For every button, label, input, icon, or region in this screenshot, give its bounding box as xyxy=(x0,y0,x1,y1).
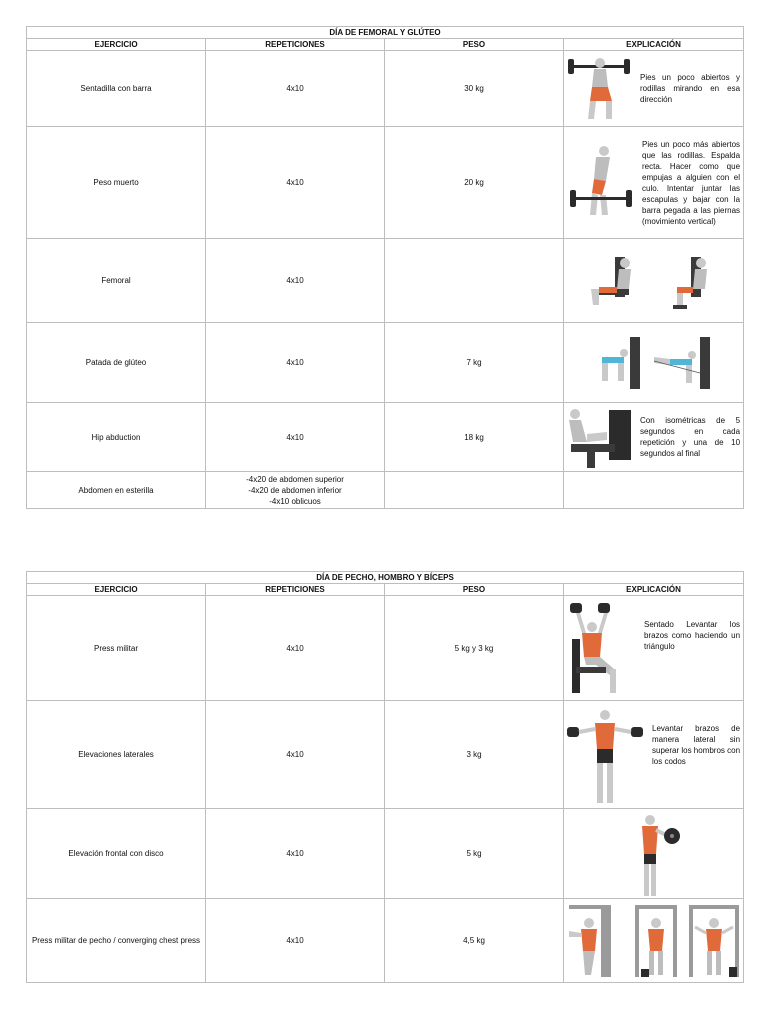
reps-value: 4x10 xyxy=(206,323,385,403)
explanation-text: Levantar brazos de manera lateral sin superar los hombros con los codos xyxy=(652,723,741,766)
header-ejercicio: EJERCICIO xyxy=(27,39,206,51)
reps-line: -4x10 oblicuos xyxy=(269,496,321,506)
deadlift-illustration xyxy=(566,139,638,219)
table-title: DÍA DE PECHO, HOMBRO Y BÍCEPS xyxy=(27,572,744,584)
pecho-hombro-biceps-table xyxy=(26,571,744,983)
weight-value xyxy=(385,472,564,509)
exercise-name: Hip abduction xyxy=(27,403,206,472)
glute-kickback-illustration xyxy=(564,333,743,393)
explanation-wrap xyxy=(564,137,743,229)
explanation-text: Pies un poco más abiertos que las rodillas. Espalda recta. Hacer como que empujas a alguien con el culo. Intentar juntar las escapulas y bajar con la barra pegada a las piernas (movimiento vertical) xyxy=(642,139,741,226)
explanation-cell xyxy=(564,403,744,472)
military-press-illustration xyxy=(564,597,640,699)
header-explicacion: EXPLICACIÓN xyxy=(564,39,744,51)
table-row xyxy=(27,596,744,701)
weight-value: 5 kg y 3 kg xyxy=(385,596,564,701)
explanation-text: Sentado Levantar los brazos como haciendo un triángulo xyxy=(644,620,741,651)
squat-illustration xyxy=(564,53,636,125)
weight-value: 30 kg xyxy=(385,51,564,127)
explanation-cell xyxy=(564,472,744,509)
weight-value: 18 kg xyxy=(385,403,564,472)
exercise-name: Abdomen en esterilla xyxy=(27,472,206,509)
reps-value: 4x10 xyxy=(206,701,385,809)
front-raise-disc-illustration xyxy=(564,810,743,898)
table-row xyxy=(27,403,744,472)
reps-value: 4x10 xyxy=(206,596,385,701)
table-row xyxy=(27,472,744,509)
explanation-cell xyxy=(564,323,744,403)
weight-value: 5 kg xyxy=(385,809,564,899)
explanation-text: Pies un poco abiertos y rodillas mirando en esa dirección xyxy=(640,73,741,104)
header-repeticiones: REPETICIONES xyxy=(206,584,385,596)
table-row xyxy=(27,323,744,403)
weight-value: 4,5 kg xyxy=(385,899,564,983)
header-peso: PESO xyxy=(385,39,564,51)
table-row xyxy=(27,51,744,127)
explanation-cell xyxy=(564,596,744,701)
leg-curl-illustration xyxy=(564,249,743,313)
reps-value: 4x10 xyxy=(206,239,385,323)
exercise-name: Sentadilla con barra xyxy=(27,51,206,127)
table-row xyxy=(27,809,744,899)
weight-value xyxy=(385,239,564,323)
reps-value: 4x10 xyxy=(206,403,385,472)
exercise-name: Press militar xyxy=(27,596,206,701)
explanation-cell xyxy=(564,127,744,239)
reps-line: -4x20 de abdomen superior xyxy=(246,474,344,484)
table-row xyxy=(27,701,744,809)
exercise-name: Elevación frontal con disco xyxy=(27,809,206,899)
exercise-name: Press militar de pecho / converging chest press xyxy=(27,899,206,983)
reps-line: -4x20 de abdomen inferior xyxy=(248,485,342,495)
hip-abduction-illustration xyxy=(564,404,636,470)
reps-value: 4x10 xyxy=(206,51,385,127)
explanation-cell xyxy=(564,899,744,983)
table-row xyxy=(27,899,744,983)
table-row xyxy=(27,239,744,323)
header-repeticiones: REPETICIONES xyxy=(206,39,385,51)
chest-press-illustration xyxy=(564,901,743,981)
weight-value: 7 kg xyxy=(385,323,564,403)
exercise-name: Femoral xyxy=(27,239,206,323)
header-ejercicio: EJERCICIO xyxy=(27,584,206,596)
table-row xyxy=(27,127,744,239)
reps-value xyxy=(206,472,385,509)
explanation-cell xyxy=(564,239,744,323)
exercise-name: Patada de glúteo xyxy=(27,323,206,403)
reps-value: 4x10 xyxy=(206,899,385,983)
table-title: DÍA DE FEMORAL Y GLÚTEO xyxy=(27,27,744,39)
exercise-name: Peso muerto xyxy=(27,127,206,239)
explanation-text: Con isométricas de 5 segundos en cada repetición y una de 10 segundos al final xyxy=(640,416,741,458)
header-peso: PESO xyxy=(385,584,564,596)
header-explicacion: EXPLICACIÓN xyxy=(564,584,744,596)
weight-value: 3 kg xyxy=(385,701,564,809)
explanation-cell xyxy=(564,51,744,127)
reps-value: 4x10 xyxy=(206,127,385,239)
exercise-name: Elevaciones laterales xyxy=(27,701,206,809)
weight-value: 20 kg xyxy=(385,127,564,239)
explanation-cell xyxy=(564,809,744,899)
femoral-gluteo-table xyxy=(26,26,744,509)
reps-value: 4x10 xyxy=(206,809,385,899)
lateral-raise-illustration xyxy=(564,703,648,807)
explanation-cell xyxy=(564,701,744,809)
